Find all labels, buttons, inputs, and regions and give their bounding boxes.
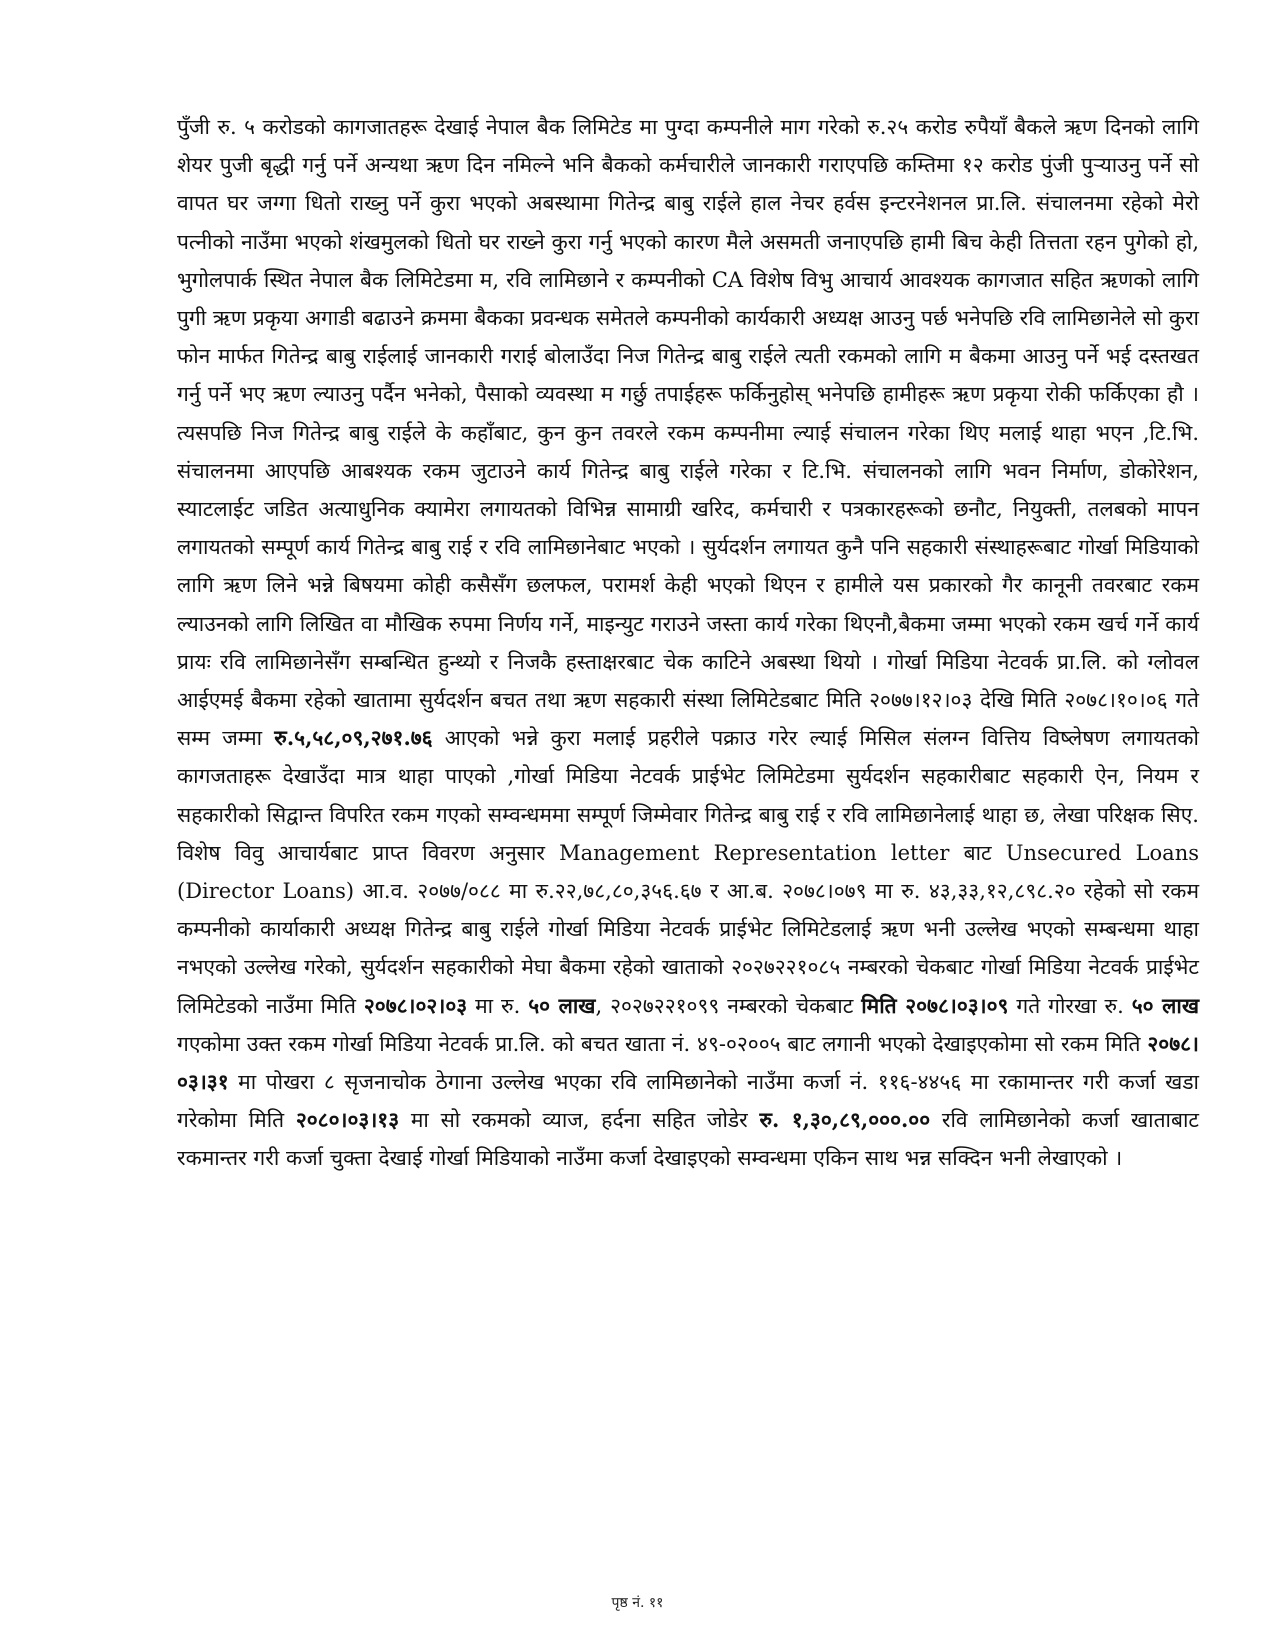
page-number: पृष्ठ नं. ११ xyxy=(611,1595,664,1611)
text-segment: मा पोखरा ८ सृजनाचोक ठेगाना उल्लेख भएका रवि लामिछानेको नाउँमा कर्जा नं. ११६-४४५६ मा रकामान्तर गरी कर्जा खडा गरेकोमा मिति xyxy=(177,1070,1199,1133)
text-segment: गते गोरखा रु. xyxy=(1008,993,1132,1018)
text-segment: आएको भन्ने कुरा मलाई प्रहरीले पक्राउ गरेर ल्याई मिसिल संलग्न वित्तिय विष्लेषण लगायतको कागजताहरू देखाउँदा मात्र थाहा पाएको ,गोर्खा मिडिया नेटवर्क प्राईभेट लिमिटेडमा सुर्यदर्शन सहकारीबाट सहकारी ऐन, नियम र सहकारीको सिद्वान्त विपरित रकम गएको सम्वन्धममा सम्पूर्ण जिम्मेवार गितेन्द्र बाबु राई र रवि लामिछानेलाई थाहा छ, लेखा परिक्षक सिए. विशेष विवु आचार्यबाट प्राप्त विवरण अनुसार Management Representation letter बाट Unsecured Loans (Director Loans) आ.व. २०७७/०८८ मा रु.२२,७८,८०,३५६.६७ र आ.ब. २०७८।०७९ मा रु. ४३,३३,१२,८९८.२० रहेको सो रकम कम्पनीको कार्याकारी अध्यक्ष गितेन्द्र बाबु राईले गोर्खा मिडिया नेटवर्क प्राईभेट लिमिटेडलाई ऋण भनी उल्लेख भएको सम्बन्धमा थाहा नभएको उल्लेख गरेको, सुर्यदर्शन सहकारीको मेघा बैकमा रहेको खाताको २०२७२२१०८५ नम्बरको चेकबाट गोर्खा मिडिया नेटवर्क प्राईभेट लिमिटेडको नाउँमा मिति xyxy=(177,726,1199,1018)
text-segment: गएकोमा उक्त रकम गोर्खा मिडिया नेटवर्क प्रा.लि. को बचत खाता नं. ४९-०२००५ बाट लगानी भएको देखाइएकोमा सो रकम मिति xyxy=(177,1031,1148,1056)
bold-date: २०७८।०३।३१ xyxy=(177,1030,1199,1095)
bold-amount: ५० लाख xyxy=(1131,992,1200,1018)
text-segment: मा रु. xyxy=(467,993,529,1018)
text-segment: पुँजी रु. ५ करोडको कागजातहरू देखाई नेपाल बैक लिमिटेड मा पुग्दा कम्पनीले माग गरेको रु.२५ करोड रुपैयाँ बैकले ऋण दिनको लागि शेयर पुजी बृद्धी गर्नु पर्ने अन्यथा ऋण दिन नमिल्ने भनि बैकको कर्मचारीले जानकारी गराएपछि कम्तिमा १२ करोड पुंजी पुऱ्याउनु पर्ने सो वापत घर जग्गा धितो राख्नु पर्ने कुरा भएको अबस्थामा गितेन्द्र बाबु राईले हाल नेचर हर्वस इन्टरनेशनल प्रा.लि. संचालनमा रहेको मेरो पत्नीको नाउँमा भएको शंखमुलको धितो घर राख्ने कुरा गर्नु भएको कारण मैले असमती जनाएपछि हामी बिच केही तित्तता रहन पुगेको हो, भुगोलपार्क स्थित नेपाल बैक लिमिटेडमा म, रवि लामिछाने र कम्पनीको CA विशेष विभु आचार्य आवश्यक कागजात सहित ऋणको लागि पुगी ऋण प्रकृया अगाडी बढाउने क्रममा बैकका प्रवन्धक समेतले कम्पनीको कार्यकारी अध्यक्ष आउनु पर्छ भनेपछि रवि लामिछानेले सो कुरा फोन मार्फत गितेन्द्र बाबु राईलाई जानकारी गराई बोलाउँदा निज गितेन्द्र बाबु राईले त्यती रकमको लागि म बैकमा आउनु पर्ने भई दस्तखत गर्नु पर्ने भए ऋण ल्याउनु पर्दैन भनेको, पैसाको व्यवस्था म गर्छु तपाईहरू फर्किनुहोस् भनेपछि हामीहरू ऋण प्रकृया रोकी फर्किएका हौ । त्यसपछि निज गितेन्द्र बाबु राईले के कहाँबाट, कुन कुन तवरले रकम कम्पनीमा ल्याई संचालन गरेका थिए मलाई थाहा भएन ,टि.भि. संचालनमा आएपछि आबश्यक रकम जुटाउने कार्य गितेन्द्र बाबु राईले गरेका र टि.भि. संचालनको लागि भवन निर्माण, डोकोरेशन, स्याटलाईट जडित अत्याधुनिक क्यामेरा लगायतको विभिन्न सामाग्री खरिद, कर्मचारी र पत्रकारहरूको छनौट, नियुक्ती, तलबको मापन लगायतको सम्पूर्ण कार्य गितेन्द्र बाबु राई र रवि लामिछानेबाट भएको । सुर्यदर्शन लगायत कुनै पनि सहकारी संस्थाहरूबाट गोर्खा मिडियाको लागि ऋण लिने भन्ने बिषयमा कोही कसैसँग छलफल, परामर्श केही भएको थिएन र हामीले यस प्रकारको गैर कानूनी तवरबाट रकम ल्याउनको लागि लिखित वा मौखिक रुपमा निर्णय गर्ने, माइन्युट गराउने जस्ता कार्य गरेका थिएनौ,बैकमा जम्मा भएको रकम खर्च गर्ने कार्य प्रायः रवि लामिछानेसँग सम्बन्धित हुन्थ्यो र निजकै हस्ताक्षरबाट चेक काटिने अबस्था थियो । गोर्खा मिडिया नेटवर्क प्रा.लि. को ग्लोवल आईएमई बैकमा रहेको खातामा सुर्यदर्शन बचत तथा ऋण सहकारी संस्था लिमिटेडबाट मिति २०७७।१२।०३ देखि मिति २०७८।१०।०६ गते सम्म जम्मा xyxy=(177,115,1199,751)
text-segment: , २०२७२२१०९९ नम्बरको चेकबाट xyxy=(595,993,862,1018)
bold-amount: ५० लाख xyxy=(528,992,596,1018)
bold-date: २०८०।०३।१३ xyxy=(295,1107,400,1133)
bold-amount: रु.५,५८,०९,२७१.७६ xyxy=(274,725,433,751)
bold-amount: रु. १,३०,८९,०००.०० xyxy=(759,1107,931,1133)
bold-date: २०७८।०२।०३ xyxy=(363,992,468,1018)
statement-paragraph xyxy=(177,108,1199,1178)
text-segment: मा सो रकमको व्याज, हर्दना सहित जोडेर xyxy=(399,1108,760,1133)
bold-date: मिति २०७८।०३।०९ xyxy=(861,992,1009,1018)
text-segment: रवि लामिछानेको कर्जा खाताबाट रकमान्तर गरी कर्जा चुक्ता देखाई गोर्खा मिडियाको नाउँमा कर्जा देखाइएको सम्वन्धमा एकिन साथ भन्न सक्दिन भनी लेखाएको । xyxy=(177,1108,1200,1171)
